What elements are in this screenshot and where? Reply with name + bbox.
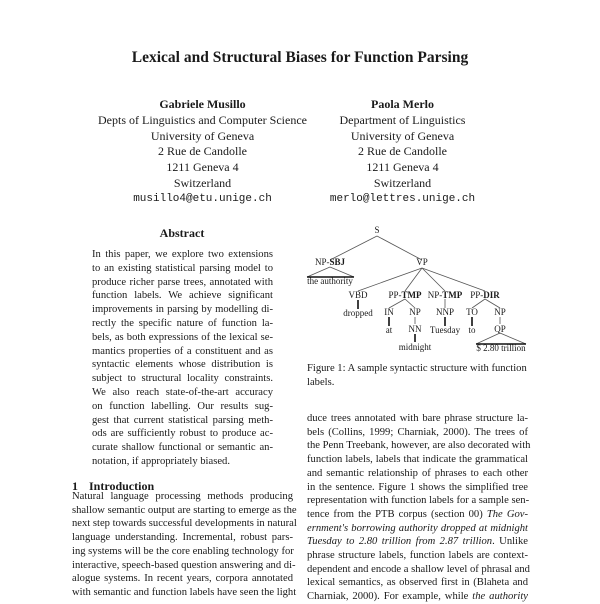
caption-line: labels. bbox=[307, 376, 335, 388]
abstract-line: to an existing statistical parsing model to bbox=[92, 262, 273, 274]
figure-1-caption bbox=[307, 362, 529, 389]
author-name: Paola Merlo bbox=[371, 97, 434, 111]
author-city: 1211 Geneva 4 bbox=[366, 160, 439, 175]
tree-leaf-to: to bbox=[468, 325, 476, 335]
intro-line: with semantic and function labels have seen the light bbox=[72, 586, 297, 598]
tree-node-s: S bbox=[374, 225, 380, 235]
body-text: Charniak, 2000). For example, while bbox=[307, 591, 473, 603]
author-university: University of Geneva bbox=[150, 128, 255, 143]
abstract-line: subject to structural locality constraints. bbox=[92, 373, 273, 385]
intro-line: interactive, speech-based question answering and di- bbox=[72, 559, 296, 571]
body-line: lexical semantics, as observed first in (Blaheta and bbox=[307, 577, 528, 589]
tree-node-vp: VP bbox=[416, 257, 428, 267]
abstract-line: curate shallow functional or semantic an- bbox=[92, 442, 273, 454]
abstract-line: gest that current statistical parsing meth- bbox=[92, 414, 273, 426]
tree-node-function-label: TMP bbox=[442, 290, 463, 300]
caption-line: Figure 1: A sample syntactic structure with function bbox=[307, 363, 527, 374]
tree-leaf-midnight: midnight bbox=[398, 342, 432, 352]
abstract-line: mantics properties of a constituent and as bbox=[92, 345, 273, 357]
abstract-line: We also reach state-of-the-art accuracy bbox=[92, 386, 273, 398]
abstract-line: on function labelling. Our results sug- bbox=[92, 400, 273, 412]
tree-node-vbd: VBD bbox=[348, 290, 368, 300]
author-block-2 bbox=[300, 97, 505, 208]
tree-node-to: TO bbox=[466, 307, 478, 317]
tree-node-category: NP- bbox=[427, 290, 443, 300]
paper-title: Lexical and Structural Biases for Function Parsing bbox=[131, 49, 469, 66]
tree-leaf-the-authority: the authority bbox=[307, 276, 353, 286]
tree-node-np: NP bbox=[409, 307, 421, 317]
body-text: . Unlike bbox=[492, 536, 529, 548]
tree-node-category: PP- bbox=[388, 290, 402, 300]
author-street: 2 Rue de Candolle bbox=[358, 144, 447, 159]
introduction-body bbox=[72, 490, 297, 600]
intro-line: shallow semantic output are starting to emerge as the bbox=[72, 504, 297, 516]
author-city: 1211 Geneva 4 bbox=[166, 160, 239, 175]
tree-node-function-label: TMP bbox=[401, 290, 422, 300]
author-country: Switzerland bbox=[373, 175, 432, 190]
example-sentence: The Gov- bbox=[486, 508, 529, 520]
body-line: and semantic relationship of phrases to each other bbox=[307, 467, 528, 479]
intro-line: ing systems will be the core enabling technology for bbox=[72, 545, 294, 557]
body-text: tence from the PTB corpus (section 00) bbox=[307, 508, 487, 520]
author-block-1 bbox=[70, 97, 335, 208]
tree-edges bbox=[300, 220, 550, 360]
tree-node-nn: NN bbox=[408, 324, 422, 334]
tree-leaf-at: at bbox=[385, 325, 393, 335]
example-sentence: ernment's borrowing authority dropped at midnight bbox=[307, 522, 528, 534]
abstract-line: rectly the specific nature of function la- bbox=[92, 317, 273, 329]
abstract-line: bels, as both expressions of the lexical se- bbox=[92, 331, 273, 343]
body-line bbox=[307, 508, 528, 522]
author-dept: Department of Linguistics bbox=[339, 112, 466, 127]
body-line: phrase structure labels, function labels are context- bbox=[307, 550, 528, 562]
body-line: bels (Collins, 1999; Charniak, 2000). The trees of bbox=[307, 426, 528, 438]
abstract-line: syntactic elements whose distribution is bbox=[92, 359, 273, 371]
example-sentence: Tuesday to 2.80 trillion from 2.87 trillion bbox=[307, 536, 493, 548]
body-line bbox=[307, 522, 528, 536]
example-phrase: the authority bbox=[472, 591, 528, 603]
intro-line: alogue systems. In recent years, corpora annotated bbox=[72, 573, 293, 585]
tree-node-category: PP- bbox=[470, 290, 484, 300]
abstract-body bbox=[92, 248, 273, 469]
author-name: Gabriele Musillo bbox=[159, 97, 246, 111]
section-number: 1 bbox=[72, 479, 78, 493]
tree-node-np-tmp bbox=[428, 290, 463, 300]
abstract-line: improvements in parsing by modelling di- bbox=[92, 304, 273, 316]
tree-leaf-dropped: dropped bbox=[343, 308, 373, 318]
tree-node-qp: QP bbox=[494, 324, 506, 334]
tree-leaf-2-80-trillion: $ 2.80 trillion bbox=[476, 343, 526, 353]
abstract-heading: Abstract bbox=[159, 226, 205, 240]
tree-leaf-tuesday: Tuesday bbox=[429, 325, 461, 335]
abstract-line: function labels. We achieve significant bbox=[92, 290, 273, 302]
body-line: in the sentence. Figure 1 shows the simplified tree bbox=[307, 481, 528, 493]
figure-1-parse-tree bbox=[300, 220, 550, 360]
tree-node-np-sbj bbox=[315, 257, 345, 267]
author-street: 2 Rue de Candolle bbox=[158, 144, 247, 159]
body-line bbox=[307, 535, 528, 549]
tree-node-pp-tmp bbox=[388, 290, 421, 300]
author-dept: Depts of Linguistics and Computer Science bbox=[98, 112, 307, 127]
body-line: duce trees annotated with bare phrase structure la- bbox=[307, 413, 528, 424]
section-title: Introduction bbox=[89, 479, 155, 493]
abstract-line: produce richer parse trees, annotated with bbox=[92, 276, 273, 288]
body-line: dependent and encode a shallow level of phrasal and bbox=[307, 563, 530, 575]
abstract-line: ods are sufficiently robust to produce ac- bbox=[92, 428, 273, 440]
author-university: University of Geneva bbox=[350, 128, 455, 143]
abstract-line: In this paper, we explore two extensions bbox=[92, 249, 273, 260]
tree-node-pp-dir bbox=[470, 290, 500, 300]
body-line: function labels, labels that indicate the grammatical bbox=[307, 454, 528, 466]
body-line: the Penn Treebank, however, are also decorated with bbox=[307, 440, 531, 452]
tree-node-nnp: NNP bbox=[435, 307, 455, 317]
tree-node-function-label: DIR bbox=[483, 290, 500, 300]
author-email: musillo4@etu.unige.ch bbox=[133, 192, 272, 205]
tree-node-np: NP bbox=[494, 307, 506, 317]
author-email: merlo@lettres.unige.ch bbox=[329, 192, 476, 205]
intro-line: Natural language processing methods producing bbox=[72, 491, 293, 502]
body-line: representation with function labels for a sample sen- bbox=[307, 495, 530, 507]
right-column-body bbox=[307, 412, 531, 604]
tree-node-function-label: SBJ bbox=[329, 257, 346, 267]
abstract-line: notation, if appropriately biased. bbox=[92, 455, 230, 467]
tree-node-in: IN bbox=[384, 307, 394, 317]
intro-line: next step towards successful developments in natural bbox=[72, 518, 297, 530]
tree-node-category: NP- bbox=[314, 257, 330, 267]
body-line bbox=[307, 590, 528, 604]
author-country: Switzerland bbox=[173, 175, 232, 190]
intro-line: language understanding. Incremental, robust pars- bbox=[72, 532, 293, 544]
